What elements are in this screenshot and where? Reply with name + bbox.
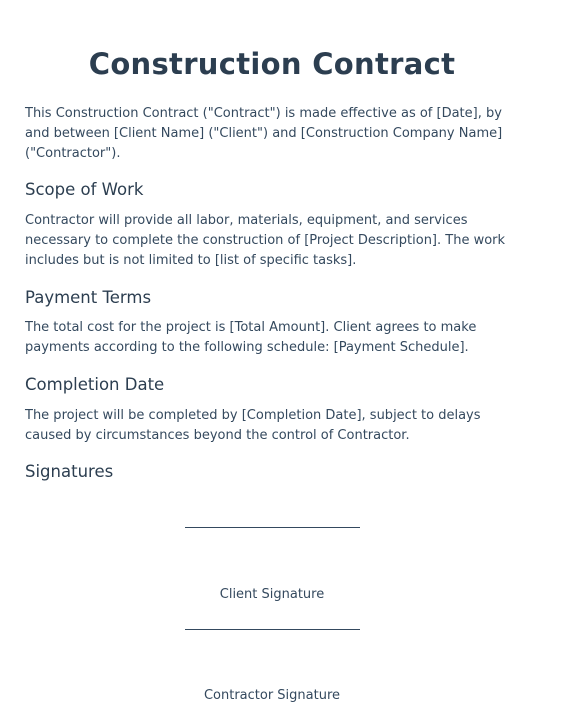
signatures-heading: Signatures	[25, 462, 114, 481]
client-signature-label: Client Signature	[219, 587, 325, 602]
section-heading-scope: Scope of Work	[25, 180, 144, 199]
section-body-scope: Contractor will provide all labor, materials, equipment, and services necessary to complete the construction of [Project Description]. The work includes but is not limited to [list of specific tasks].	[25, 213, 506, 268]
contractor-signature-line[interactable]	[185, 629, 360, 630]
section-heading-payment: Payment Terms	[25, 288, 152, 307]
intro-paragraph: This Construction Contract ("Contract") is made effective as of [Date], by and between [Client Name] ("Client") and [Construction Company Name] ("Contractor").	[25, 106, 503, 161]
section-body-completion: The project will be completed by [Completion Date], subject to delays caused by circumstances beyond the control of Contractor.	[25, 408, 481, 443]
client-signature-line[interactable]	[185, 527, 360, 528]
section-heading-completion: Completion Date	[25, 375, 165, 394]
page-title: Construction Contract	[88, 47, 456, 81]
section-body-payment: The total cost for the project is [Total Amount]. Client agrees to make payments according to the following schedule: [Payment Schedule].	[25, 320, 477, 355]
contractor-signature-label: Contractor Signature	[203, 688, 341, 703]
